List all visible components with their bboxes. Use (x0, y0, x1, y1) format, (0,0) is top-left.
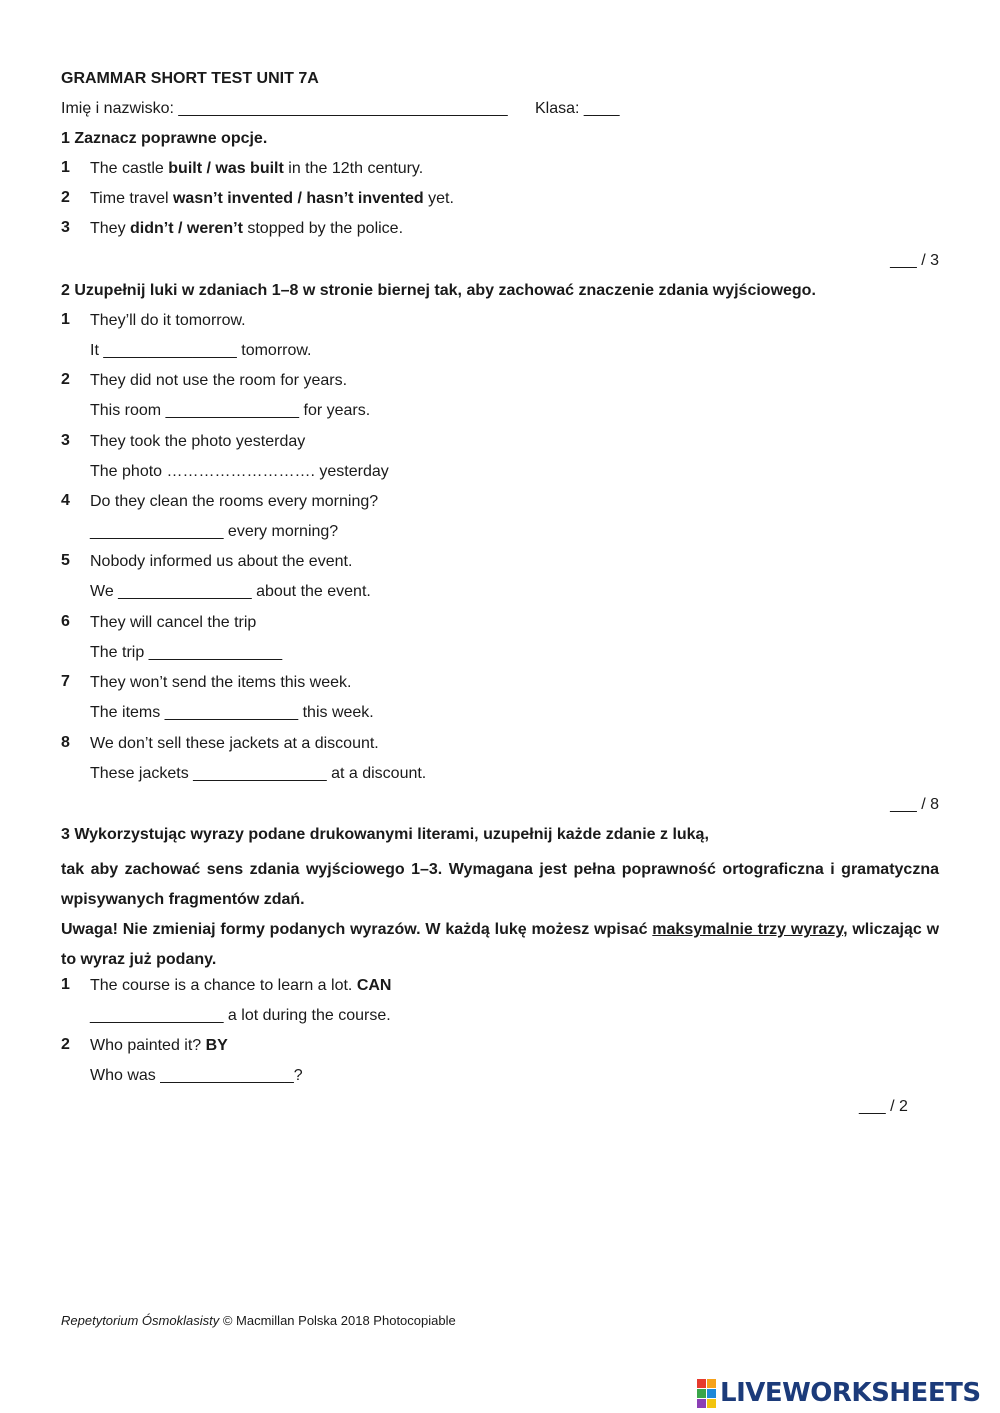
item-number: 6 (61, 613, 70, 630)
section3-score: ___ / 2 (859, 1098, 908, 1115)
copyright-text: © Macmillan Polska 2018 Photocopiable (219, 1313, 456, 1328)
note-end: , wliczając w to wyraz już podany. (61, 921, 940, 968)
section2-heading: 2 Uzupełnij luki w zdaniach 1–8 w stronie biernej tak, aby zachować znaczenie zdania wyjściowego. (61, 282, 816, 299)
item-number: 1 (61, 976, 70, 993)
item-rewrite[interactable]: Who was _______________? (90, 1067, 303, 1084)
item-number: 3 (61, 432, 70, 449)
item-rewrite[interactable]: This room _______________ for years. (90, 402, 371, 419)
sentence-text: The course is a chance to learn a lot. (90, 977, 357, 994)
item-sentence: We don’t sell these jackets at a discount. (90, 735, 379, 752)
item-sentence: Nobody informed us about the event. (90, 553, 353, 570)
student-name-line (61, 99, 508, 119)
item-sentence (90, 159, 423, 179)
sentence-end: yet. (423, 190, 454, 207)
item-rewrite[interactable]: The photo ………………………. yesterday (90, 463, 389, 480)
item-rewrite[interactable]: The items _______________ this week. (90, 704, 374, 721)
sentence-start: They (90, 220, 131, 237)
item-number: 4 (61, 492, 70, 509)
item-rewrite[interactable]: These jackets _______________ at a discount. (90, 765, 427, 782)
item-number: 8 (61, 734, 70, 751)
logo-block (707, 1389, 716, 1398)
liveworksheets-logo[interactable] (697, 1377, 981, 1409)
sentence-end: stopped by the police. (242, 220, 404, 237)
options-choice[interactable]: didn’t / weren’t (130, 220, 243, 237)
keyword: BY (205, 1037, 228, 1054)
sentence-start: The castle (90, 160, 169, 177)
section3-heading: 3 Wykorzystując wyrazy podane drukowanymi literami, uzupełnij każde zdanie z luką, (61, 826, 709, 843)
item-number: 2 (61, 371, 70, 388)
options-choice[interactable]: built / was built (168, 160, 284, 177)
logo-block (697, 1399, 706, 1408)
item-number: 3 (61, 219, 70, 236)
logo-block (697, 1379, 706, 1388)
item-sentence (90, 976, 391, 996)
item-sentence (90, 189, 454, 209)
note-underlined: maksymalnie trzy wyrazy (652, 921, 844, 938)
sentence-end: in the 12th century. (283, 160, 424, 177)
item-sentence: They took the photo yesterday (90, 433, 306, 450)
item-sentence: They will cancel the trip (90, 614, 257, 631)
options-choice[interactable]: wasn’t invented / hasn’t invented (172, 190, 424, 207)
item-number: 7 (61, 673, 70, 690)
name-label: Imię i nazwisko: (61, 100, 174, 117)
item-sentence: They’ll do it tomorrow. (90, 312, 246, 329)
section1-score: ___ / 3 (890, 252, 939, 269)
book-title: Repetytorium Ósmoklasisty (61, 1313, 220, 1328)
item-number: 5 (61, 552, 70, 569)
item-sentence (90, 1036, 228, 1056)
item-sentence: They won’t send the items this week. (90, 674, 352, 691)
name-blank[interactable]: _____________________________________ (178, 100, 508, 117)
keyword: CAN (356, 977, 392, 994)
item-number: 2 (61, 1036, 70, 1053)
item-rewrite[interactable]: _______________ a lot during the course. (90, 1007, 391, 1024)
item-number: 1 (61, 311, 70, 328)
item-rewrite[interactable]: The trip _______________ (90, 644, 283, 661)
sentence-start: Time travel (90, 190, 173, 207)
logo-block (697, 1389, 706, 1398)
logo-blocks-icon (697, 1379, 716, 1408)
item-rewrite[interactable]: _______________ every morning? (90, 523, 339, 540)
item-number: 2 (61, 189, 70, 206)
section2-score: ___ / 8 (890, 796, 939, 813)
section1-heading: 1 Zaznacz poprawne opcje. (61, 130, 268, 147)
item-rewrite[interactable]: We _______________ about the event. (90, 583, 371, 600)
item-number: 1 (61, 159, 70, 176)
item-sentence (90, 219, 403, 239)
logo-block (707, 1379, 716, 1388)
page-title: GRAMMAR SHORT TEST UNIT 7A (61, 70, 319, 87)
section3-note (61, 915, 939, 975)
item-rewrite[interactable]: It _______________ tomorrow. (90, 342, 312, 359)
class-label: Klasa: (535, 100, 580, 117)
item-sentence: Do they clean the rooms every morning? (90, 493, 379, 510)
class-line (535, 99, 620, 119)
sentence-text: Who painted it? (90, 1037, 206, 1054)
class-blank[interactable]: ____ (583, 100, 620, 117)
section3-instructions: tak aby zachować sens zdania wyjściowego 1–3. Wymagana jest pełna poprawność ortograficzna i gramatyczna wpisywanych fragmentów zdań. (61, 861, 939, 908)
copyright-footer (61, 1313, 456, 1328)
item-sentence: They did not use the room for years. (90, 372, 348, 389)
logo-text: LIVEWORKSHEETS (720, 1378, 981, 1408)
note-start: Uwaga! Nie zmieniaj formy podanych wyrazów. W każdą lukę możesz wpisać (61, 921, 653, 938)
logo-block (707, 1399, 716, 1408)
